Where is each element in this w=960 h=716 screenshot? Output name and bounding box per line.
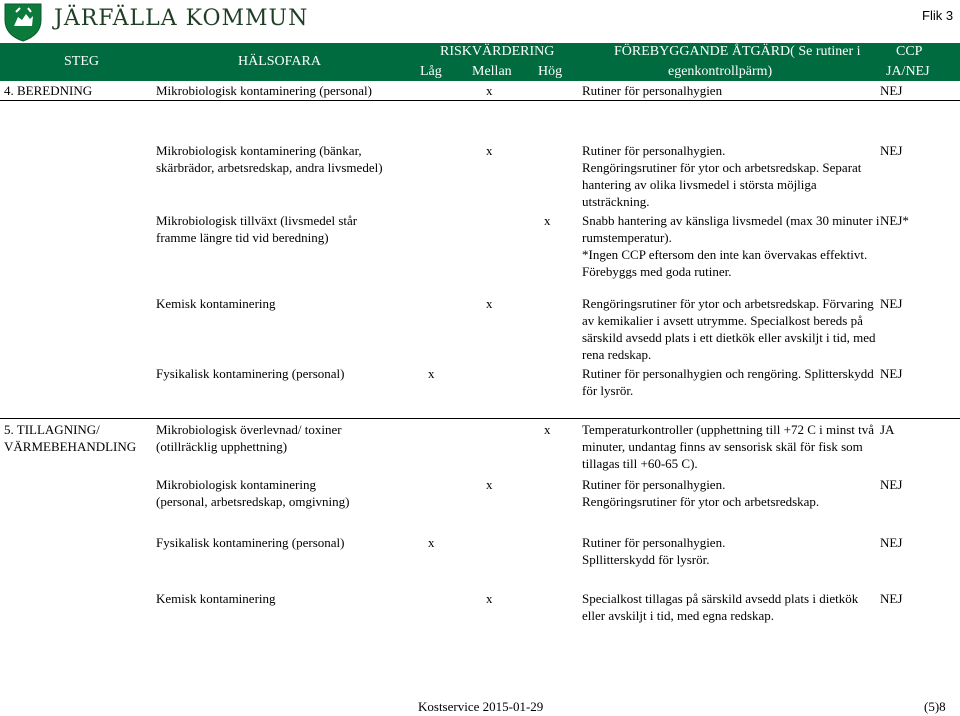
header-halsofara: HÄLSOFARA	[238, 54, 321, 69]
header-mellan: Mellan	[472, 64, 512, 79]
measure-line: rumstemperatur).	[582, 230, 672, 245]
risk-mark: x	[428, 535, 435, 550]
measure-line: Rutiner för personalhygien.	[582, 535, 726, 550]
measure-line: Rengöringsrutiner för ytor och arbetsredskap.	[582, 494, 820, 509]
measure-line: Rutiner för personalhygien.	[582, 477, 726, 492]
header-steg: STEG	[64, 54, 99, 69]
hazard-line: Mikrobiologisk tillväxt (livsmedel står	[156, 213, 358, 228]
header-riskvardering: RISKVÄRDERING	[440, 44, 555, 59]
header-ja-nej: JA/NEJ	[886, 64, 930, 79]
measure-line: rena redskap.	[582, 347, 652, 362]
measure-line: Specialkost tillagas på särskild avsedd plats i dietkök	[582, 591, 859, 606]
risk-mark: x	[486, 591, 493, 606]
header-forebyggande-2: egenkontrollpärm)	[668, 64, 773, 79]
hazard-line: Fysikalisk kontaminering (personal)	[156, 366, 345, 381]
ccp-cell: JA	[880, 422, 895, 437]
ccp-cell: NEJ*	[880, 213, 909, 228]
hazard-cell: Mikrobiologisk kontaminering (personal)	[156, 83, 372, 98]
measure-line: Spllitterskydd för lysrör.	[582, 552, 710, 567]
measure-line: *Ingen CCP eftersom den inte kan övervakas effektivt.	[582, 247, 868, 262]
hazard-line: Mikrobiologisk överlevnad/ toxiner	[156, 422, 342, 437]
step-label: 5. TILLAGNING/	[4, 422, 100, 437]
risk-mark: x	[486, 477, 493, 492]
risk-mark: x	[544, 422, 551, 437]
sheet-tab-label: Flik 3	[922, 8, 954, 23]
measure-cell: Rutiner för personalhygien	[582, 83, 723, 98]
section-divider	[0, 418, 960, 419]
page-number: (5)8	[924, 699, 946, 714]
logo	[2, 2, 309, 42]
measure-line: Rutiner för personalhygien.	[582, 143, 726, 158]
hazard-line: (personal, arbetsredskap, omgivning)	[156, 494, 350, 509]
hazard-line: framme längre tid vid beredning)	[156, 230, 329, 245]
risk-mark: x	[486, 143, 493, 158]
measure-line: av kemikalier i avsett utrymme. Specialkost bereds på	[582, 313, 863, 328]
hazard-line: (otillräcklig upphettning)	[156, 439, 288, 454]
measure-line: hantering av olika livsmedel i största möjliga	[582, 177, 817, 192]
risk-mark: x	[486, 296, 493, 311]
hazard-line: Kemisk kontaminering	[156, 296, 276, 311]
ccp-cell: NEJ	[880, 366, 903, 381]
measure-line: Rengöringsrutiner för ytor och arbetsredskap. Separat	[582, 160, 862, 175]
header-hog: Hög	[538, 64, 563, 79]
brand-name: JÄRFÄLLA KOMMUN	[54, 6, 309, 31]
ccp-cell: NEJ	[880, 591, 903, 606]
measure-line: särskild avsedd plats i ett dietkök eller avskiljt i tid, med	[582, 330, 876, 345]
footer-date: Kostservice 2015-01-29	[418, 699, 544, 714]
hazard-line: Mikrobiologisk kontaminering (bänkar,	[156, 143, 362, 158]
header-forebyggande-1: FÖREBYGGANDE ÅTGÄRD( Se rutiner i	[614, 44, 861, 59]
ccp-cell: NEJ	[880, 143, 903, 158]
measure-line: tillagas till +60-65 C).	[582, 456, 698, 471]
measure-line: Rutiner för personalhygien och rengöring. Splitterskydd	[582, 366, 874, 381]
ccp-cell: NEJ	[880, 83, 903, 98]
measure-line: Temperaturkontroller (upphettning till +72 C i minst två	[582, 422, 875, 437]
ccp-cell: NEJ	[880, 296, 903, 311]
measure-line: Snabb hantering av känsliga livsmedel (max 30 minuter i	[582, 213, 880, 228]
hazard-line: Mikrobiologisk kontaminering	[156, 477, 316, 492]
measure-line: minuter, undantag finns av sensorisk skäl för fisk som	[582, 439, 863, 454]
risk-mark: x	[544, 213, 551, 228]
hazard-line: Kemisk kontaminering	[156, 591, 276, 606]
header-ccp: CCP	[896, 44, 923, 59]
measure-line: för lysrör.	[582, 383, 634, 398]
hazard-line: Fysikalisk kontaminering (personal)	[156, 535, 345, 550]
coat-of-arms-icon	[2, 2, 44, 42]
hazard-line: skärbrädor, arbetsredskap, andra livsmedel)	[156, 160, 383, 175]
table-header	[0, 43, 960, 81]
measure-line: utsträckning.	[582, 194, 650, 209]
section-4-row	[0, 81, 960, 101]
ccp-cell: NEJ	[880, 535, 903, 550]
ccp-cell: NEJ	[880, 477, 903, 492]
step-label: VÄRMEBEHANDLING	[4, 439, 137, 454]
measure-line: Rengöringsrutiner för ytor och arbetsredskap. Förvaring	[582, 296, 874, 311]
risk-mark: x	[486, 83, 493, 98]
measure-line: Förebyggs med goda rutiner.	[582, 264, 732, 279]
header-lag: Låg	[420, 64, 442, 79]
risk-mark: x	[428, 366, 435, 381]
step-label: 4. BEREDNING	[4, 83, 93, 98]
measure-line: eller avskiljt i tid, med egna redskap.	[582, 608, 775, 623]
